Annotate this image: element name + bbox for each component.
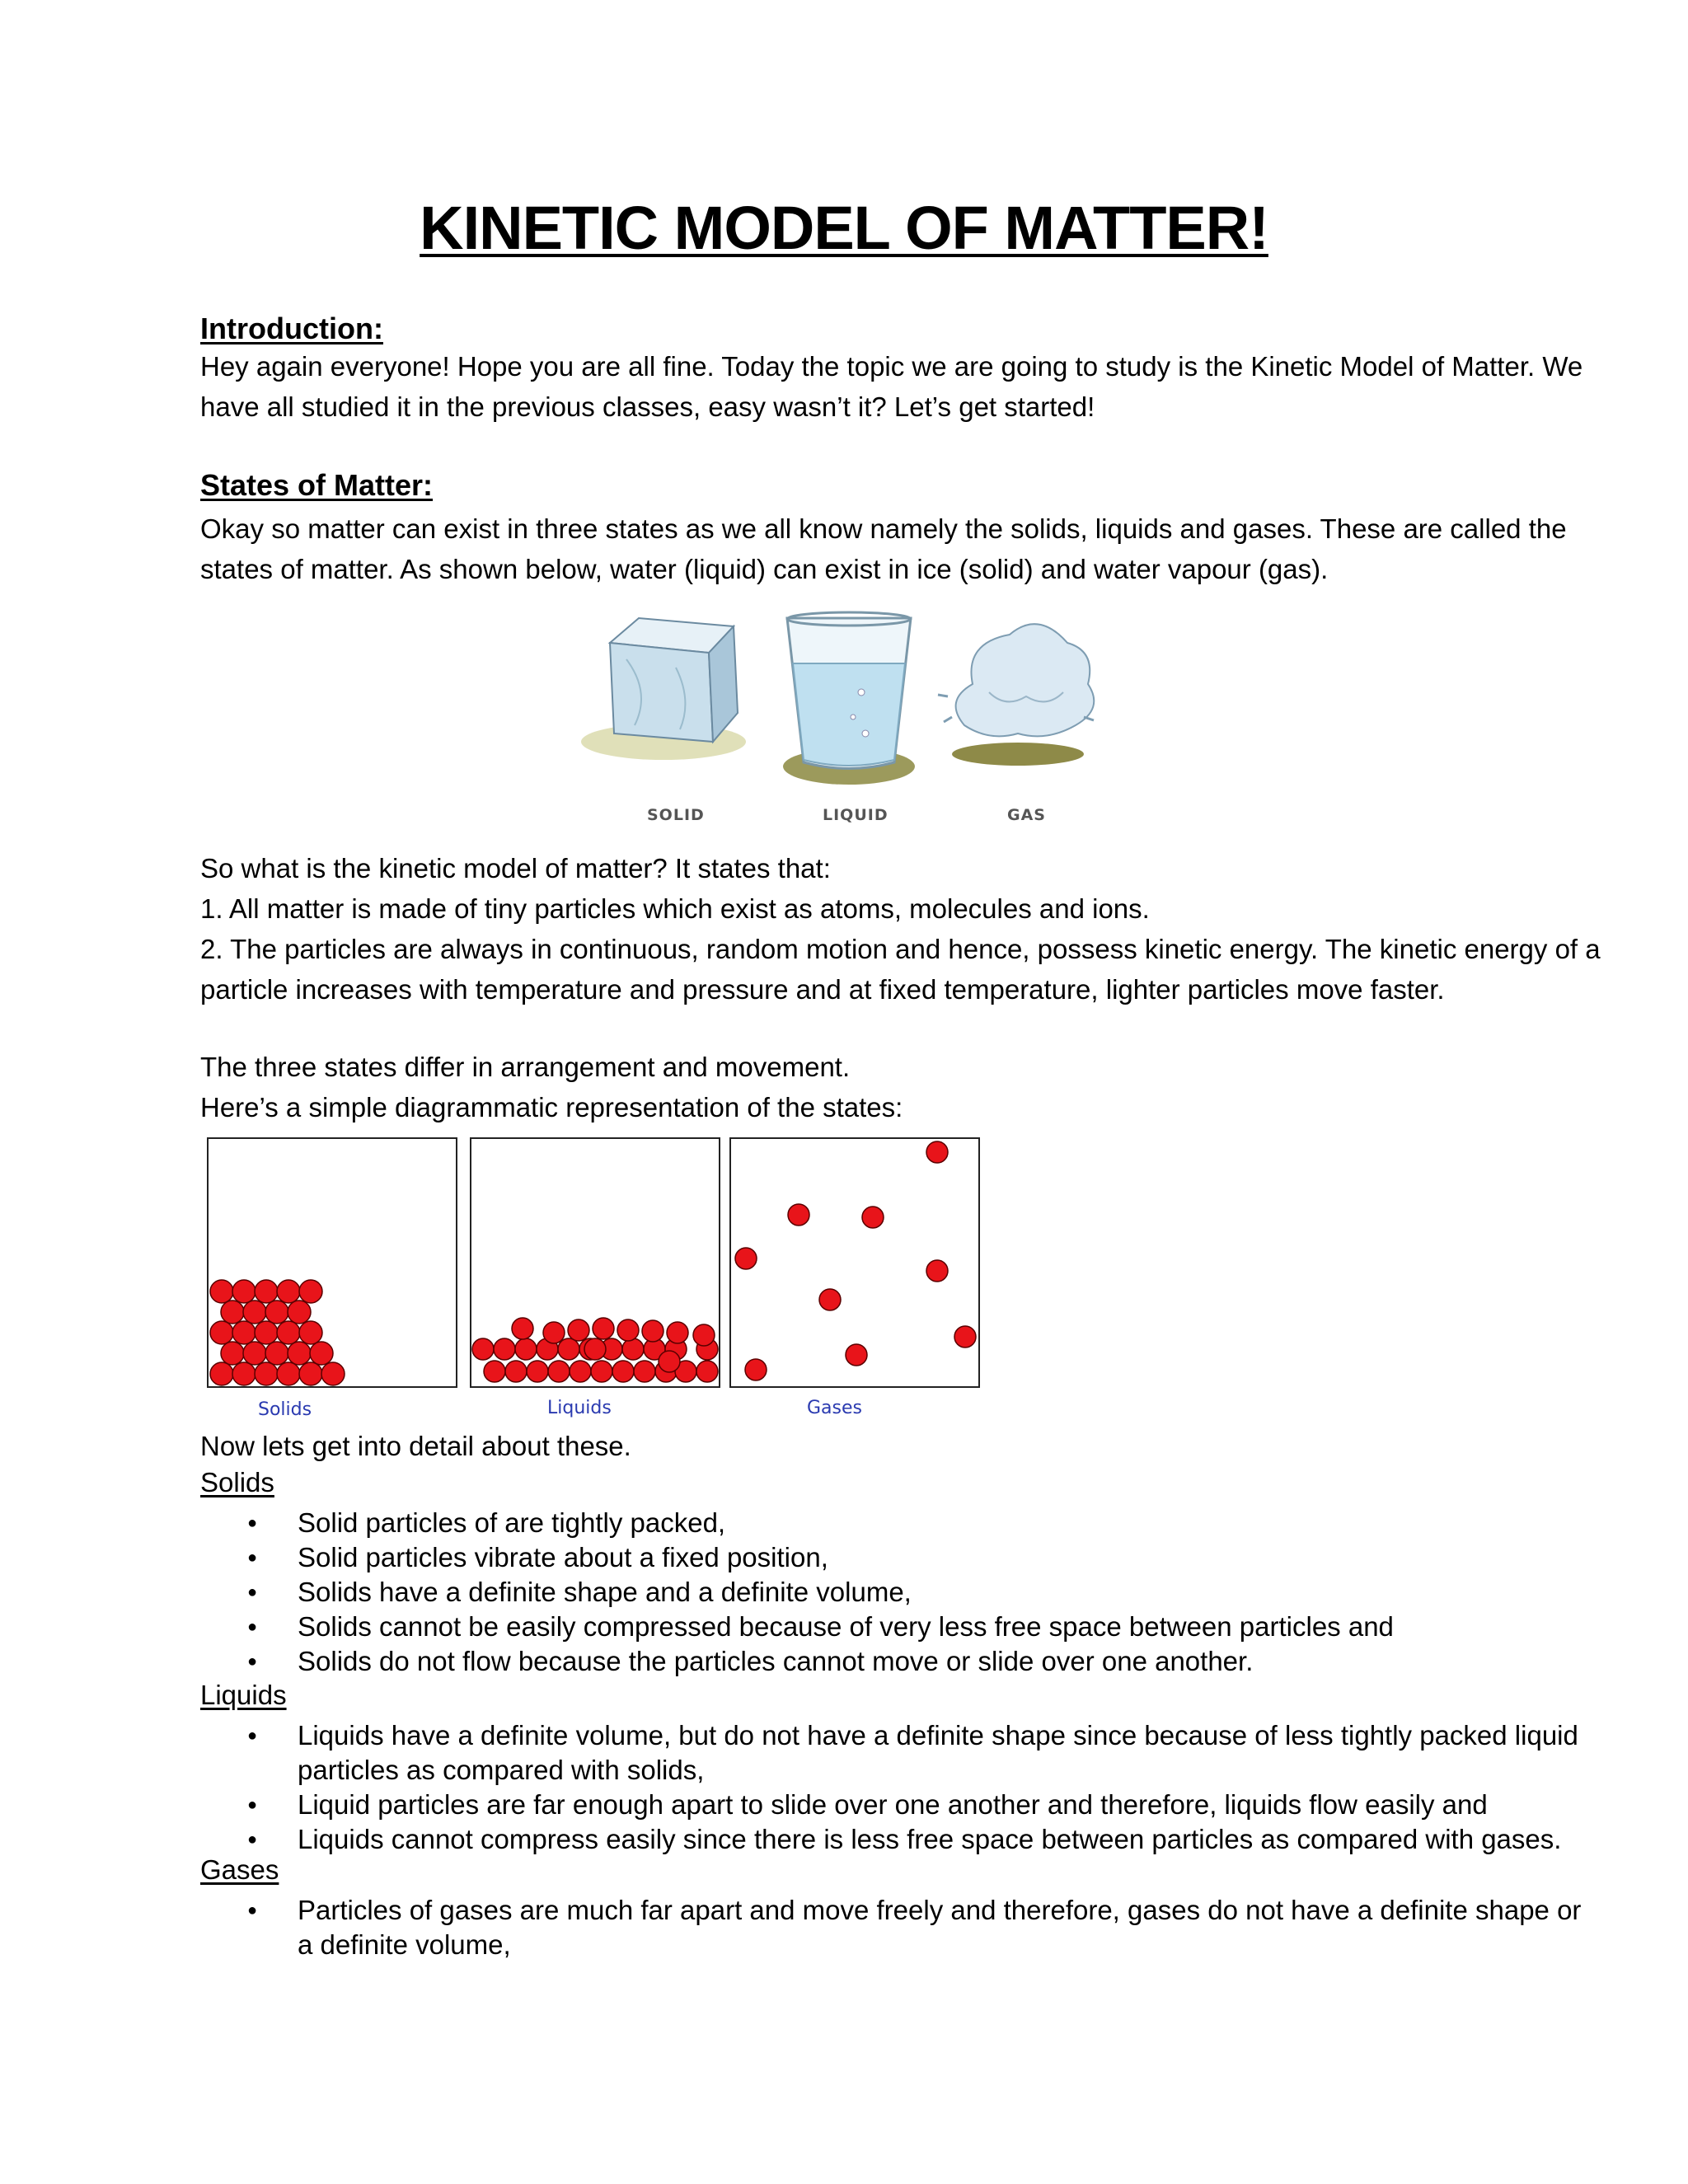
particle — [505, 1361, 527, 1382]
particle — [210, 1362, 233, 1385]
list-item-line: particles as compared with solids, — [298, 1755, 705, 1785]
liquid-image-label: LIQUID — [823, 806, 889, 824]
particle — [255, 1321, 278, 1344]
particle — [277, 1321, 300, 1344]
text-line: states of matter. As shown below, water (liquid) can exist in ice (solid) and water vapour (gas). — [200, 554, 1329, 584]
gases-particles-svg — [731, 1139, 978, 1386]
particle — [288, 1342, 311, 1365]
list-item: ● Solids cannot be easily compressed because of very less free space between particles and — [200, 1610, 1394, 1644]
particle — [299, 1321, 322, 1344]
particle — [232, 1362, 256, 1385]
kinetic-model-paragraph — [200, 848, 1601, 1010]
liquids-subheading: Liquids — [200, 1680, 287, 1710]
particle — [570, 1361, 591, 1382]
particle — [926, 1260, 948, 1282]
particle — [210, 1280, 233, 1303]
list-item-line: ● Particles of gases are much far apart and move freely and therefore, gases do not have a definite shape or — [298, 1895, 1582, 1925]
particle — [288, 1301, 311, 1324]
particle — [926, 1141, 948, 1163]
text-line: Okay so matter can exist in three states as we all know namely the solids, liquids and gases. These are called the — [200, 513, 1567, 544]
particle — [593, 1318, 614, 1339]
particle — [221, 1301, 244, 1324]
gases-caption: Gases — [807, 1398, 862, 1418]
particle — [512, 1318, 533, 1339]
particle — [310, 1342, 333, 1365]
water-glass-icon — [783, 612, 915, 785]
particle — [243, 1342, 266, 1365]
particle — [735, 1248, 757, 1269]
particle — [568, 1319, 589, 1341]
solids-subheading: Solids — [200, 1467, 274, 1497]
gases-bullet-list — [200, 1893, 1581, 1962]
particle — [472, 1338, 494, 1360]
particle — [584, 1338, 606, 1360]
particle — [862, 1207, 884, 1228]
solids-particles-svg — [209, 1139, 456, 1386]
text-line: 1. All matter is made of tiny particles which exist as atoms, molecules and ions. — [200, 893, 1150, 924]
particle — [622, 1338, 644, 1360]
list-item-line: a definite volume, — [298, 1929, 511, 1960]
particle — [243, 1301, 266, 1324]
list-item-line: ● Liquids have a definite volume, but do not have a definite shape since because of less tightly packed liquid — [298, 1720, 1578, 1750]
particle — [232, 1280, 256, 1303]
particle — [265, 1301, 288, 1324]
states-heading: States of Matter: — [200, 468, 434, 502]
ice-cube-icon — [581, 618, 746, 760]
text-line: 2. The particles are always in continuous, random motion and hence, possess kinetic energy. The kinetic energy of a — [200, 934, 1601, 964]
list-item — [200, 1788, 1578, 1822]
list-item — [200, 1822, 1578, 1857]
text-line: So what is the kinetic model of matter? It states that: — [200, 853, 831, 883]
vapour-cloud-icon — [938, 624, 1094, 766]
list-item — [200, 1893, 1581, 1962]
particle — [634, 1361, 655, 1382]
details-intro: Now lets get into detail about these. — [200, 1431, 631, 1461]
particle — [591, 1361, 612, 1382]
particle — [548, 1361, 570, 1382]
text-line: The three states differ in arrangement and movement. — [200, 1052, 851, 1082]
particle — [846, 1344, 867, 1366]
states-of-matter-illustration — [577, 602, 1104, 832]
text-line: particle increases with temperature and pressure and at fixed temperature, lighter particles move faster. — [200, 974, 1445, 1005]
list-item — [200, 1718, 1578, 1788]
gas-image-label: GAS — [1007, 806, 1046, 824]
particle — [299, 1362, 322, 1385]
particle — [277, 1280, 300, 1303]
list-item-line: ● Liquids cannot compress easily since there is less free space between particles as compared with gases. — [298, 1824, 1562, 1854]
list-item: ● Solid particles of are tightly packed, — [200, 1506, 1394, 1540]
particle — [693, 1324, 715, 1346]
particle — [642, 1320, 663, 1342]
states-paragraph — [200, 509, 1567, 589]
particle — [210, 1321, 233, 1344]
list-item: ● Solid particles vibrate about a fixed position, — [200, 1540, 1394, 1575]
introduction-heading: Introduction: — [200, 312, 383, 345]
particle — [255, 1362, 278, 1385]
particle — [667, 1322, 688, 1343]
liquids-particles-svg — [471, 1139, 719, 1386]
gases-subheading: Gases — [200, 1854, 279, 1885]
particle — [659, 1351, 680, 1372]
solid-image-label: SOLID — [647, 806, 705, 824]
solids-diagram-box — [207, 1137, 457, 1388]
particle — [543, 1322, 565, 1343]
list-item: ● Solids do not flow because the particles cannot move or slide over one another. — [200, 1644, 1394, 1679]
text-line: Hey again everyone! Hope you are all fine. Today the topic we are going to study is the Kinetic Model of Matter. We — [200, 351, 1583, 382]
particle — [232, 1321, 256, 1344]
particle — [788, 1204, 809, 1226]
particle — [277, 1362, 300, 1385]
text-line: Here’s a simple diagrammatic representation of the states: — [200, 1092, 903, 1122]
particle — [745, 1359, 767, 1380]
diagram-intro-paragraph — [200, 1047, 903, 1127]
particle — [558, 1338, 579, 1360]
particle — [265, 1342, 288, 1365]
particle — [255, 1280, 278, 1303]
liquids-diagram-box — [470, 1137, 720, 1388]
list-item-line: ● Liquid particles are far enough apart to slide over one another and therefore, liquids flow easily and — [298, 1789, 1488, 1820]
page-title: KINETIC MODEL OF MATTER! — [420, 194, 1268, 262]
gases-diagram-box — [729, 1137, 980, 1388]
liquids-caption: Liquids — [547, 1398, 612, 1418]
particle — [515, 1338, 537, 1360]
particle — [612, 1361, 634, 1382]
particle — [527, 1361, 548, 1382]
list-item: ● Solids have a definite shape and a definite volume, — [200, 1575, 1394, 1610]
solids-bullet-list — [200, 1506, 1394, 1679]
particle — [819, 1289, 841, 1310]
particle — [221, 1342, 244, 1365]
solids-caption: Solids — [258, 1399, 312, 1420]
states-illustration-svg — [577, 602, 1104, 832]
particle — [494, 1338, 515, 1360]
liquids-bullet-list — [200, 1718, 1578, 1857]
particle — [954, 1326, 976, 1347]
introduction-paragraph — [200, 346, 1582, 427]
particle — [321, 1362, 345, 1385]
particle — [299, 1280, 322, 1303]
particle — [617, 1319, 639, 1341]
particle — [484, 1361, 505, 1382]
text-line: have all studied it in the previous classes, easy wasn’t it? Let’s get started! — [200, 391, 1095, 422]
particle — [696, 1361, 718, 1382]
